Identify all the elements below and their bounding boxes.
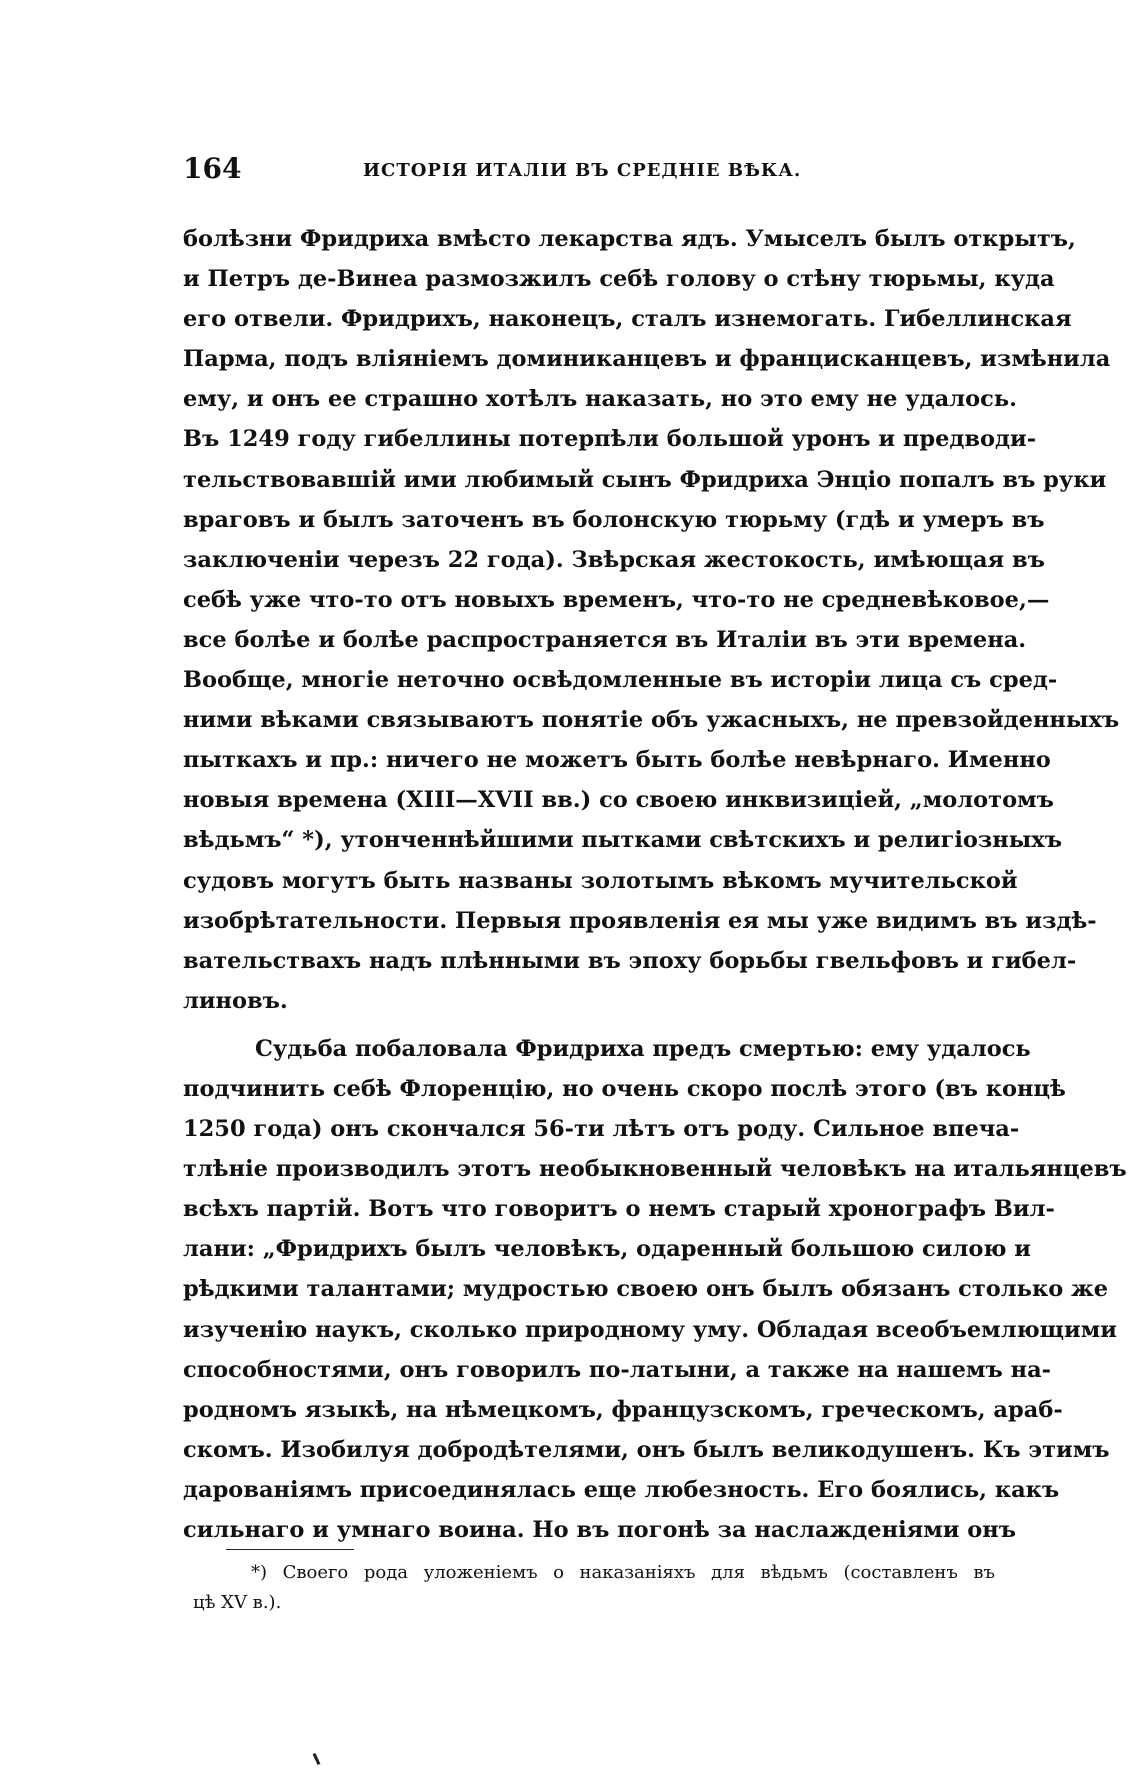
text-line: и Петръ де-Винеа размозжилъ себѣ голову о стѣну тюрьмы, куда [183, 266, 1055, 293]
text-line: линовъ. [183, 987, 288, 1014]
text-line: сильнаго и умнаго воина. Но въ погонѣ за наслажденіями онъ [183, 1517, 1017, 1543]
footnote [183, 1558, 995, 1618]
footnote-divider [226, 1549, 354, 1550]
text-line: Въ 1249 году гибеллины потерпѣли большой уронъ и предводи- [183, 426, 1037, 453]
text-line: дарованіямъ присоединялась еще любезность. Его боялись, какъ [183, 1476, 1060, 1503]
text-line: тельствовавшій ими любимый сынъ Фридриха Энціо попалъ въ руки [183, 466, 1107, 493]
text-line: изученію наукъ, сколько природному уму. Обладая всеобъемлющими [183, 1316, 1117, 1343]
text-line: болѣзни Фридриха вмѣсто лекарства ядъ. Умыселъ былъ открытъ, [183, 226, 1076, 252]
paragraph-gap [183, 1021, 995, 1029]
text-line: Вообще, многіе неточно освѣдомленные въ исторіи лица съ сред- [183, 667, 1058, 694]
text-line: способностями, онъ говорилъ по-латыни, а также на нашемъ на- [183, 1356, 1051, 1383]
text-line: пыткахъ и пр.: ничего не можетъ быть болѣе невѣрнаго. Именно [183, 747, 1051, 774]
text-line: лани: „Фридрихъ былъ человѣкъ, одаренный большою силою и [183, 1236, 1031, 1263]
main-text [183, 219, 1127, 1550]
text-line: себѣ уже что-то отъ новыхъ временъ, что-то не средневѣковое,— [183, 586, 1050, 613]
footnote-line: *) Своего рода уложеніемъ о наказаніяхъ для вѣдьмъ (составленъ въ [251, 1562, 995, 1583]
text-line: 1250 года) онъ скончался 56-ти лѣтъ отъ роду. Сильное впеча- [183, 1116, 1020, 1143]
text-line: судовъ могутъ быть названы золотымъ вѣкомъ мучительской [183, 867, 1018, 894]
text-line: враговъ и былъ заточенъ въ болонскую тюрьму (гдѣ и умеръ въ [183, 506, 1045, 533]
footnote-line: цѣ XV в.). [193, 1592, 282, 1613]
text-line: вательствахъ надъ плѣнными въ эпоху борьбы гвельфовъ и гибел- [183, 947, 1077, 974]
text-line: изобрѣтательности. Первыя проявленія ея мы уже видимъ въ издѣ- [183, 907, 1097, 934]
text-line: тлѣніе производилъ этотъ необыкновенный человѣкъ на итальянцевъ [183, 1156, 1127, 1183]
running-title: ИСТОРІЯ ИТАЛІИ ВЪ СРЕДНІЕ ВѢКА. [363, 160, 802, 181]
page-number: 164 [183, 152, 242, 185]
text-line: все болѣе и болѣе распространяется въ Италіи въ эти времена. [183, 626, 1027, 653]
text-line: Судьба побаловала Фридриха предъ смертью: ему удалось [255, 1035, 1031, 1062]
text-line: родномъ языкѣ, на нѣмецкомъ, французскомъ, греческомъ, араб- [183, 1396, 1063, 1423]
text-line: его отвели. Фридрихъ, наконецъ, сталъ изнемогать. Гибеллинская [183, 306, 1072, 333]
text-line: всѣхъ партій. Вотъ что говоритъ о немъ старый хронографъ Вил- [183, 1196, 1055, 1223]
scan-speck [313, 1753, 321, 1765]
text-line: новыя времена (XIII—XVII вв.) со своею инквизиціей, „молотомъ [183, 787, 1054, 814]
text-line: рѣдкими талантами; мудростью своею онъ былъ обязанъ столько же [183, 1276, 1109, 1303]
running-head [183, 152, 995, 188]
text-line: ними вѣками связываютъ понятіе объ ужасныхъ, не превзойденныхъ [183, 707, 1120, 734]
text-line: Парма, подъ вліяніемъ доминиканцевъ и францисканцевъ, измѣнила [183, 346, 1111, 373]
text-line: ему, и онъ ее страшно хотѣлъ наказать, но это ему не удалось. [183, 386, 1017, 413]
text-line: вѣдьмъ“ *), утонченнѣйшими пытками свѣтскихъ и религіозныхъ [183, 827, 1062, 854]
text-line: заключеніи черезъ 22 года). Звѣрская жестокость, имѣющая въ [183, 546, 1045, 573]
text-line: подчинить себѣ Флоренцію, но очень скоро послѣ этого (въ концѣ [183, 1075, 1066, 1102]
text-line: скомъ. Изобилуя добродѣтелями, онъ былъ великодушенъ. Къ этимъ [183, 1436, 1110, 1463]
